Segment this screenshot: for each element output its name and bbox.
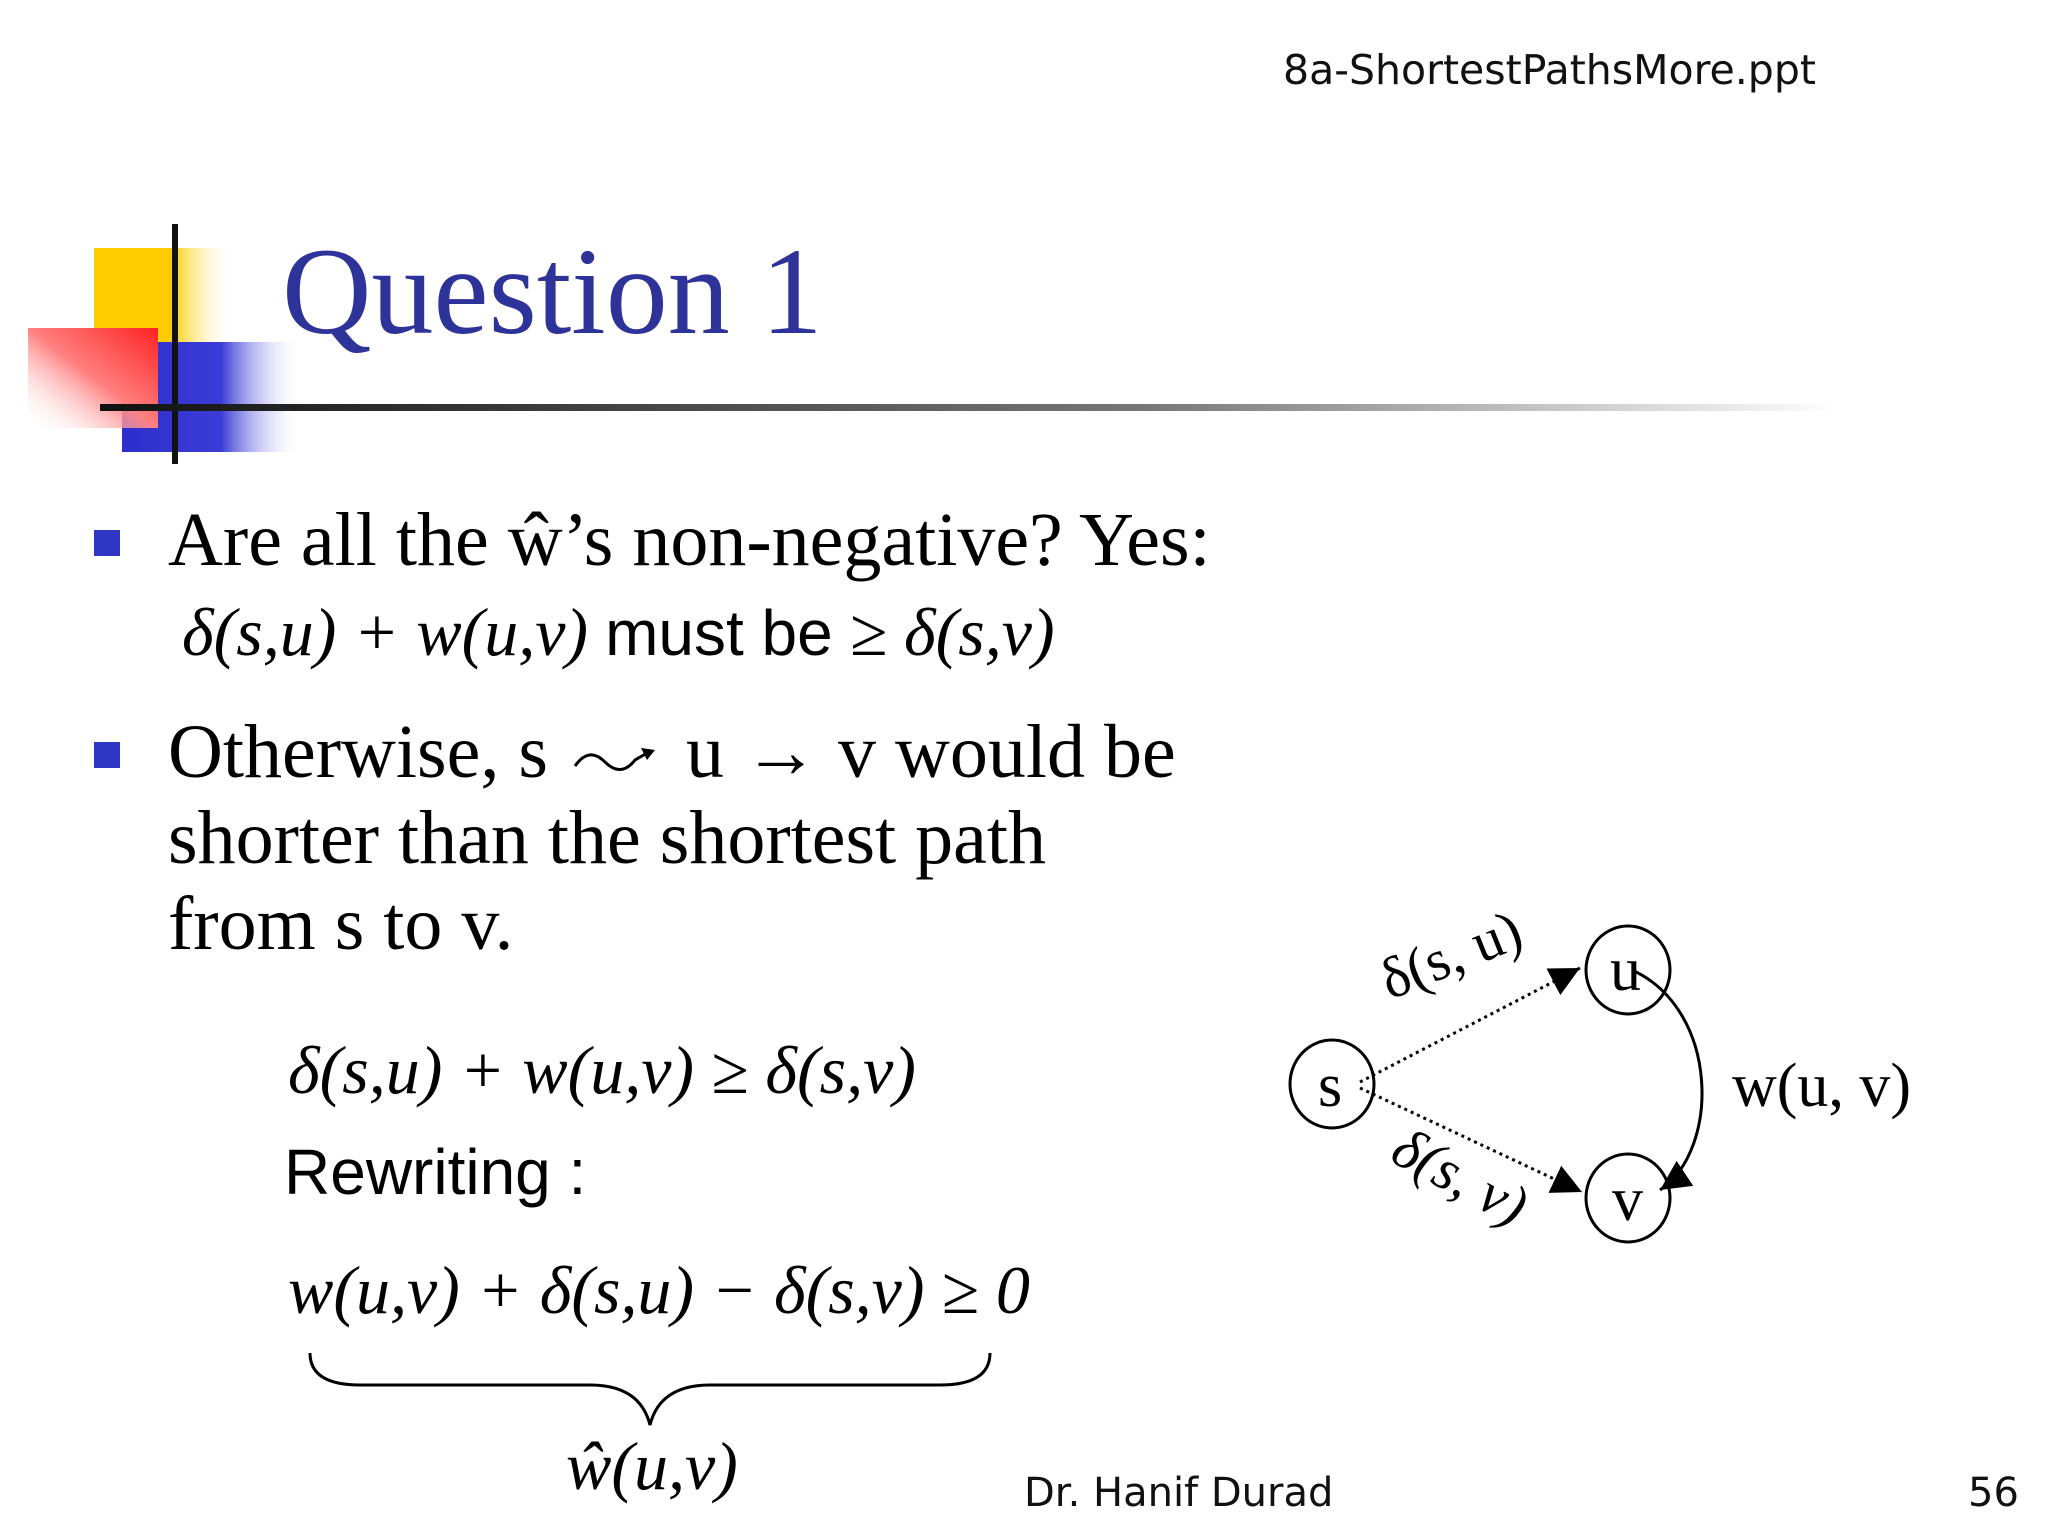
bullet-2-middle: u → v would be xyxy=(685,710,1176,794)
w-hat-label: ŵ(u,v) xyxy=(566,1428,738,1504)
bullet-1-math-lhs: δ(s,u) + w(u,v) xyxy=(182,594,589,670)
bullet-marker xyxy=(94,742,120,768)
rewritten-equation: w(u,v) + δ(s,u) − δ(s,v) ≥ 0 xyxy=(288,1252,1030,1328)
path-diagram xyxy=(1280,890,1940,1290)
bullet-2-prefix: Otherwise, s xyxy=(168,710,548,794)
rewriting-label: Rewriting : xyxy=(284,1136,587,1208)
page-number: 56 xyxy=(1968,1470,2019,1516)
squiggle-arrow-icon xyxy=(571,740,663,780)
deco-red-square xyxy=(28,328,158,428)
node-s-label: s xyxy=(1318,1052,1343,1120)
bullet-2-line2: shorter than the shortest path xyxy=(168,796,1047,880)
node-u-label: u xyxy=(1610,936,1641,1004)
edge-su-label: δ(s, u) xyxy=(1370,896,1531,1013)
title-underline xyxy=(100,404,1840,411)
bullet-1-math xyxy=(182,594,1055,670)
bullet-1-math-rhs: ≥ δ(s,v) xyxy=(849,594,1055,670)
footer-author: Dr. Hanif Durad xyxy=(1024,1470,1334,1516)
node-v-label: v xyxy=(1612,1166,1643,1234)
inequality-equation: δ(s,u) + w(u,v) ≥ δ(s,v) xyxy=(288,1032,916,1108)
file-name: 8a-ShortestPathsMore.ppt xyxy=(1283,46,1816,94)
deco-vertical-line xyxy=(172,224,178,464)
bullet-2-line3: from s to v. xyxy=(168,882,514,966)
bullet-1-math-must: must be xyxy=(605,597,833,669)
bullet-2-line1 xyxy=(168,710,1176,794)
underbrace xyxy=(300,1345,1000,1440)
edge-sv-label: δ(s, v) xyxy=(1381,1114,1539,1239)
bullet-marker xyxy=(94,530,120,556)
slide-title: Question 1 xyxy=(282,223,823,360)
bullet-1-text: Are all the ŵ’s non-negative? Yes: xyxy=(168,498,1211,582)
edge-uv-label: w(u, v) xyxy=(1732,1052,1912,1120)
